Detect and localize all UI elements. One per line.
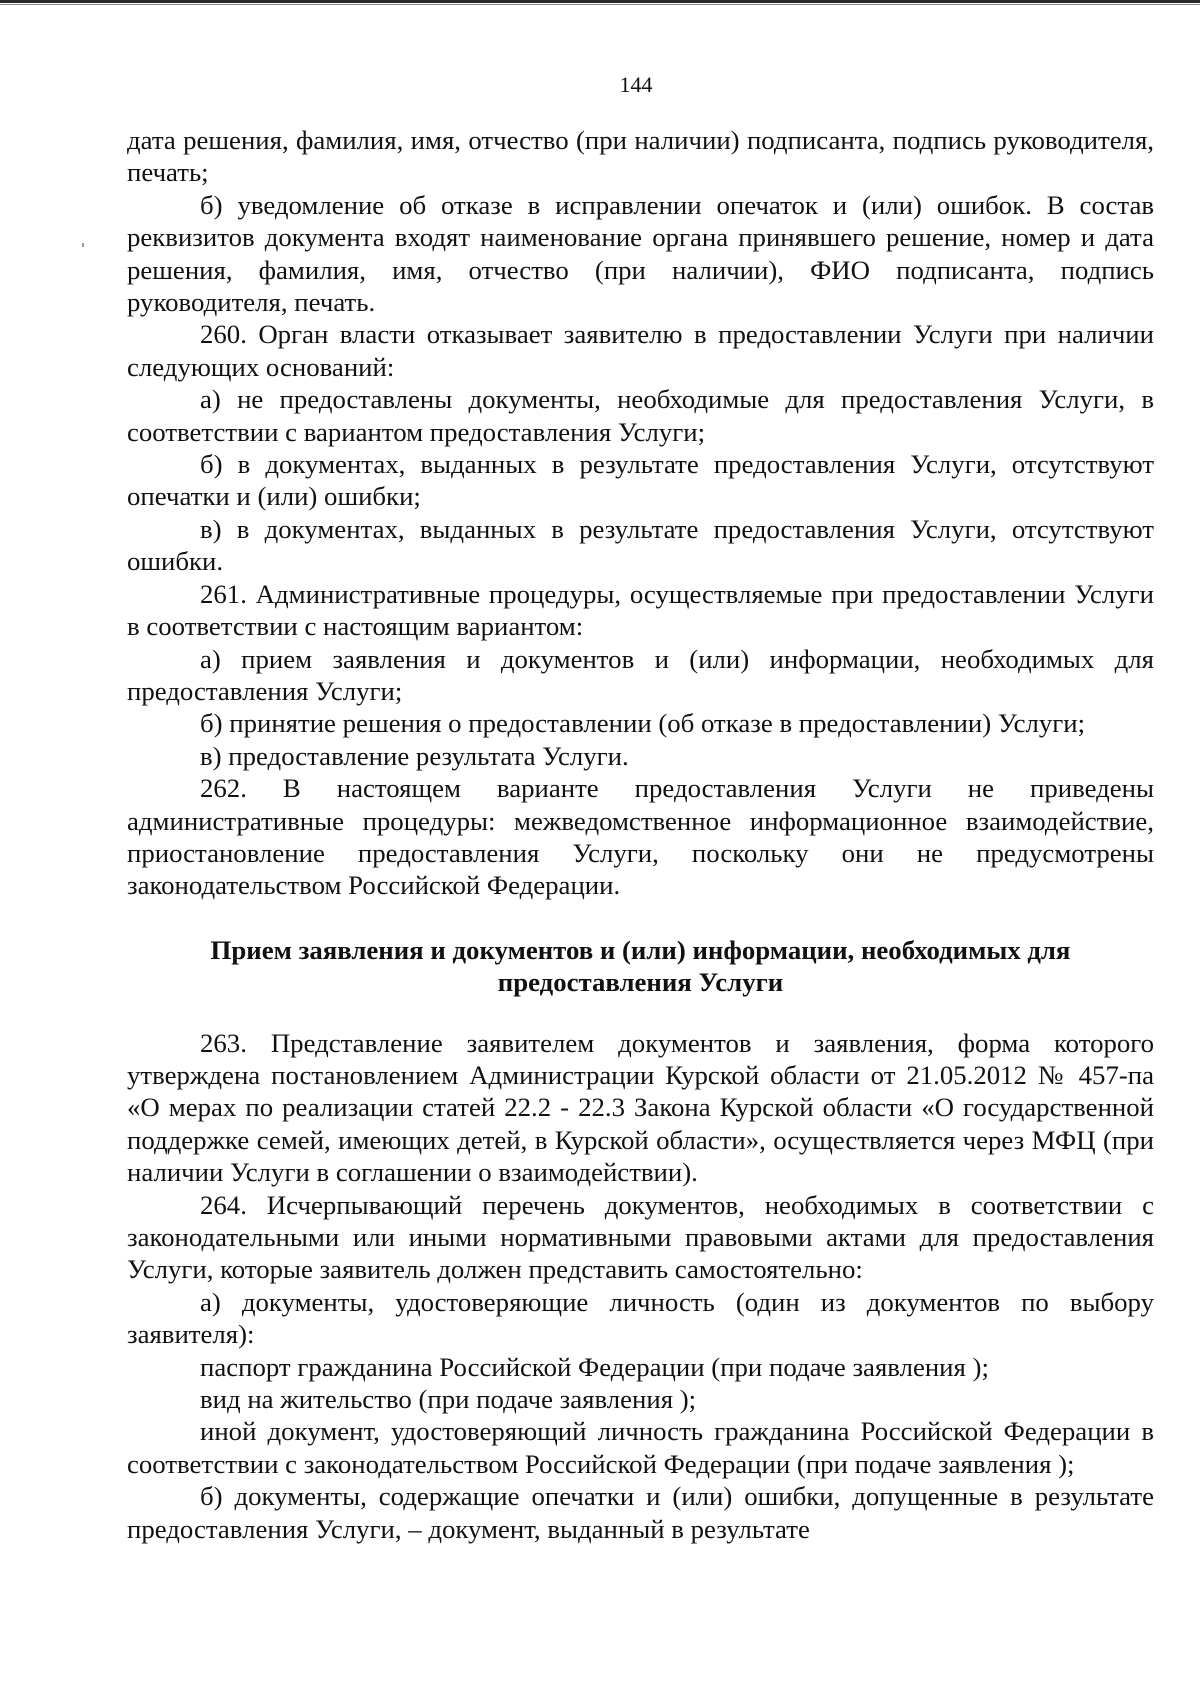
paragraph-261: 261. Административные процедуры, осуществляемые при предоставлении Услуги в соответствии с настоящим вариантом: — [127, 578, 1154, 642]
paragraph-264: 264. Исчерпывающий перечень документов, необходимых в соответствии с законодательными или иными нормативными правовыми актами для предоставления Услуги, которые заявитель должен представить самостоятельно: — [127, 1189, 1154, 1285]
list-item: паспорт гражданина Российской Федерации (при подаче заявления ); — [200, 1351, 989, 1382]
scan-top-edge — [0, 0, 1200, 3]
list-item: б) в документах, выданных в результате предоставления Услуги, отсутствуют опечатки и (или) ошибки; — [127, 449, 1154, 512]
list-item: б) документы, содержащие опечатки и (или) ошибки, допущенные в результате предоставления Услуги, – документ, выданный в результате — [127, 1481, 1154, 1544]
document-body — [127, 124, 1154, 1545]
paragraph-263: 263. Представление заявителем документов и заявления, форма которого утверждена постановлением Администрации Курской области от 21.05.2012 № 457-па «О мерах по реализации статей 22.2 - 22.3 Закона Курской области «О государственной поддержке семей, имеющих детей, в Курской области», осуществляется через МФЦ (при наличии Услуги в соглашении о взаимодействии). — [127, 1027, 1154, 1188]
paragraph-260: 260. Орган власти отказывает заявителю в предоставлении Услуги при наличии следующих оснований: — [127, 319, 1154, 382]
paragraph-262: 262. В настоящем варианте предоставления Услуги не приведены административные процедуры: межведомственное информационное взаимодействие, приостановление предоставления Услуги, поскольку они не предусмотрены законодательством Российской Федерации. — [127, 773, 1154, 901]
list-item: а) документы, удостоверяющие личность (один из документов по выбору заявителя): — [127, 1286, 1154, 1350]
list-item: в) в документах, выданных в результате предоставления Услуги, отсутствуют ошибки. — [127, 513, 1154, 577]
list-item: а) не предоставлены документы, необходимые для предоставления Услуги, в соответствии с вариантом предоставления Услуги; — [127, 384, 1154, 447]
paragraph: б) уведомление об отказе в исправлении опечаток и (или) ошибок. В состав реквизитов документа входят наименование органа принявшего решение, номер и дата решения, фамилия, имя, отчество (при наличии), ФИО подписанта, подпись руководителя, печать. — [127, 189, 1154, 318]
list-item: а) прием заявления и документов и (или) информации, необходимых для предоставления Услуги; — [127, 643, 1154, 706]
scan-top-edge-line — [0, 4, 1200, 5]
list-item: вид на жительство (при подаче заявления ); — [200, 1384, 697, 1415]
list-item: б) принятие решения о предоставлении (об отказе в предоставлении) Услуги; — [200, 708, 1086, 739]
page-number: 144 — [619, 72, 653, 97]
scan-margin-mark — [82, 243, 84, 247]
list-item: иной документ, удостоверяющий личность гражданина Российской Федерации в соответствии с законодательством Российской Федерации (при подаче заявления ); — [127, 1416, 1154, 1479]
paragraph: дата решения, фамилия, имя, отчество (при наличии) подписанта, подпись руководителя, печать; — [127, 125, 1154, 188]
section-heading: Прием заявления и документов и (или) информации, необходимых для предоставления Услуги — [210, 934, 1071, 998]
list-item: в) предоставление результата Услуги. — [200, 740, 629, 771]
